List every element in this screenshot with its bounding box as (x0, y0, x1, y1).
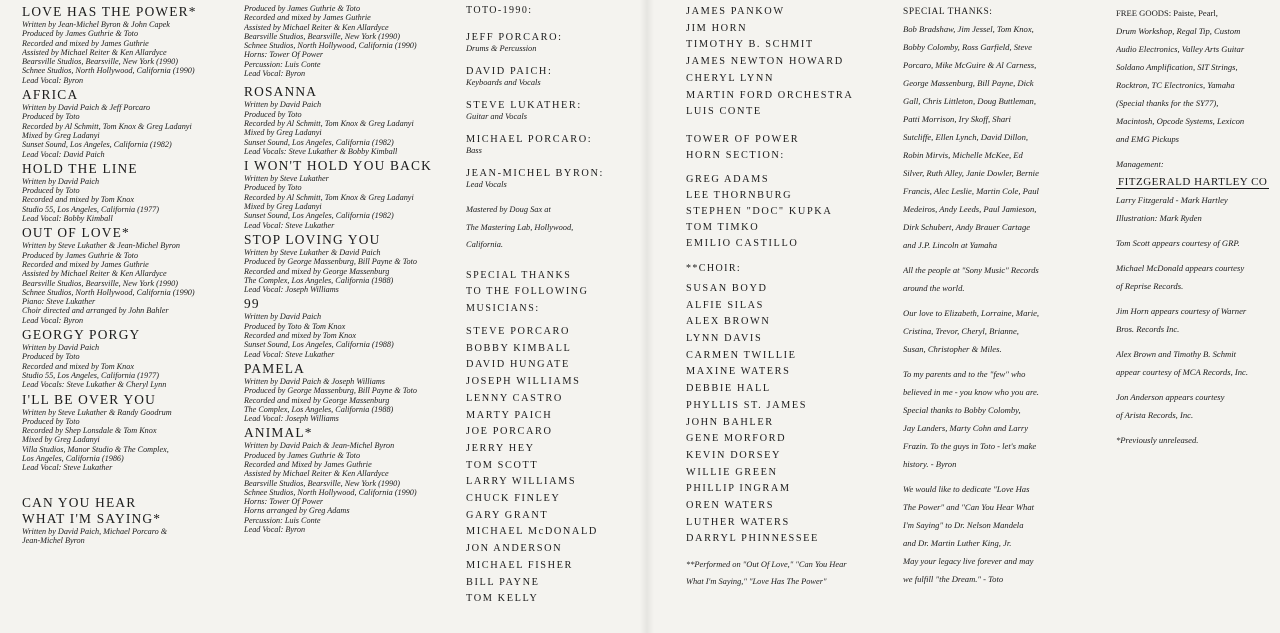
song-title: ROSANNA (244, 84, 318, 100)
song-entry (22, 161, 242, 223)
choir-member: PHILLIP INGRAM (686, 483, 791, 495)
paragraph-line: Our love to Elizabeth, Lorraine, Marie, (903, 308, 1040, 318)
credit-line: Produced by James Guthrie & Toto (22, 29, 139, 39)
song-title: GEORGY PORGY (22, 327, 141, 343)
sony-paragraph (903, 261, 1103, 297)
mastering-line: Mastered by Doug Sax at (466, 205, 551, 214)
dedicate-paragraph (903, 480, 1103, 588)
paragraph-line: Francis, Alec Leslie, Martin Cole, Paul (903, 186, 1039, 196)
musician-list (466, 324, 644, 608)
musician-name: TOM TIMKO (686, 221, 760, 233)
choir-member: KEVIN DORSEY (686, 449, 781, 461)
credit-line: Studio 55, Los Angeles, California (1977) (22, 370, 159, 380)
paragraph-line: and EMG Pickups (1116, 134, 1180, 144)
heading-line: MUSICIANS: (466, 302, 540, 314)
paragraph-line: Silver, Ruth Alley, Janie Dowler, Bernie (903, 168, 1039, 178)
credit-line: Assisted by Michael Reiter & Ken Allardyce (22, 269, 167, 279)
song-entry (22, 4, 242, 85)
credit-line: Written by Steve Lukather & Randy Goodrum (22, 407, 172, 417)
band-member (466, 65, 644, 88)
choir-list (686, 281, 891, 548)
member-name: JEFF PORCARO: (466, 32, 563, 43)
musician-list (686, 4, 891, 121)
song-title: I'LL BE OVER YOU (22, 391, 157, 407)
choir-member: ALFIE SILAS (686, 299, 764, 311)
courtesy-paragraph (1116, 234, 1276, 252)
section-heading: TOWER OF POWER (686, 133, 800, 145)
paragraph-line: May your legacy live forever and may (903, 556, 1034, 566)
special-thanks-column (903, 4, 1103, 595)
credit-line: Piano: Steve Lukather (22, 297, 96, 307)
credit-line: Lead Vocals: Steve Lukather & Bobby Kimball (244, 146, 398, 156)
paragraph-line: Patti Morrison, Iry Skoff, Shari (903, 114, 1011, 124)
credit-line: Produced by James Guthrie & Toto (22, 250, 139, 260)
credit-line: Horns arranged by Greg Adams (244, 506, 350, 516)
paragraph-line: around the world. (903, 283, 965, 293)
credit-line: Produced by James Guthrie & Toto (244, 450, 361, 460)
credit-line: Written by David Paich, Michael Porcaro & (22, 526, 168, 536)
special-thanks-heading: SPECIAL THANKS: (903, 7, 993, 17)
credit-line: Lead Vocal: Byron (244, 69, 306, 79)
credit-line: Produced by James Guthrie & Toto (244, 4, 361, 13)
paragraph-line: Medeiros, Andy Leeds, Paul Jamieson, (903, 204, 1037, 214)
credit-line: Bearsville Studios, Bearsville, New York (1990) (22, 278, 178, 288)
member-name: MICHAEL PORCARO: (466, 134, 593, 145)
musician-name: MARTIN FORD ORCHESTRA (686, 89, 854, 101)
paragraph-line: history. - Byron (903, 459, 957, 469)
band-member (466, 133, 644, 156)
footnote-line: What I'm Saying," "Love Has The Power" (686, 577, 827, 587)
song-entry (244, 232, 462, 294)
credit-line: The Complex, Los Angeles, California (1988) (244, 404, 394, 414)
song-entry (22, 225, 242, 325)
band-heading: TOTO-1990: (466, 5, 533, 16)
member-name: DAVID PAICH: (466, 66, 553, 77)
credit-line: Written by David Paich (244, 312, 322, 322)
credit-line: Recorded and mixed by James Guthrie (22, 259, 149, 269)
credit-line: Recorded and mixed by Tom Knox (22, 195, 134, 205)
credit-line: Studio 55, Los Angeles, California (1977) (22, 204, 159, 214)
credit-line: The Complex, Los Angeles, California (1988) (244, 275, 394, 285)
credit-line: Sunset Sound, Los Angeles, California (1982) (22, 140, 172, 150)
paragraph-line: Susan, Christopher & Miles. (903, 344, 1002, 354)
credit-line: Produced by Toto (22, 352, 80, 362)
credit-line: Horns: Tower Of Power (244, 50, 324, 60)
musician-name: MARTY PAICH (466, 409, 553, 421)
choir-member: PHYLLIS ST. JAMES (686, 399, 808, 411)
paragraph-line: FREE GOODS: Paiste, Pearl, (1116, 8, 1218, 18)
musician-name: BOBBY KIMBALL (466, 342, 572, 354)
band-member (466, 99, 644, 122)
choir-member: WILLIE GREEN (686, 466, 778, 478)
credit-line: Recorded and mixed by Tom Knox (22, 361, 134, 371)
paragraph-line: and Dr. Martin Luther King, Jr. (903, 538, 1012, 548)
courtesy-paragraph (1116, 302, 1276, 338)
free-goods-paragraph (1116, 4, 1276, 148)
song-entry (244, 425, 462, 534)
musician-name: TOM SCOTT (466, 459, 539, 471)
courtesy-paragraph (1116, 259, 1276, 295)
credit-line: Schnee Studios, North Hollywood, California (1990) (22, 287, 195, 297)
credit-line: Produced by Toto (22, 416, 80, 426)
credit-line: Recorded and mixed by George Massenburg (244, 266, 390, 276)
musician-name: JOE PORCARO (466, 426, 553, 438)
mastering-line: The Mastering Lab, Hollywood, (466, 222, 574, 232)
choir-heading: **CHOIR: (686, 262, 742, 274)
credit-line: Written by Steve Lukather (244, 174, 329, 184)
choir-member: DEBBIE HALL (686, 383, 771, 395)
paragraph-line: Audio Electronics, Valley Arts Guitar (1116, 44, 1245, 54)
choir-footnote (686, 556, 891, 590)
paragraph-line: Jay Landers, Marty Cohn and Larry (903, 423, 1029, 433)
credit-line: Recorded by Al Schmitt, Tom Knox & Greg Ladanyi (22, 121, 192, 131)
management-row (1116, 155, 1276, 191)
credit-line: Bearsville Studios, Bearsville, New York (1990) (22, 57, 178, 67)
credit-line: Assisted by Michael Reiter & Ken Allardyce (22, 47, 167, 57)
tower-of-power-section (686, 132, 891, 252)
credit-line: Mixed by Greg Ladanyi (244, 128, 322, 138)
musician-name: JON ANDERSON (466, 543, 563, 555)
musician-name: JOSEPH WILLIAMS (466, 376, 581, 388)
credit-line: Written by David Paich & Jean-Michel Byron (244, 441, 395, 451)
credit-line: Recorded by Shep Lonsdale & Tom Knox (22, 426, 157, 436)
musician-name: CHERYL LYNN (686, 72, 774, 84)
song-entry (244, 84, 462, 156)
song-entry (22, 327, 242, 389)
paragraph-line: Michael McDonald appears courtesy (1116, 263, 1245, 273)
management-logo: FITZGERALD HARTLEY CO (1118, 176, 1268, 188)
paragraph-line: of Arista Records, Inc. (1116, 410, 1194, 420)
credit-line: Written by David Paich & Joseph Williams (244, 376, 385, 386)
credit-line: Mixed by Greg Ladanyi (22, 435, 100, 445)
song-title: HOLD THE LINE (22, 160, 138, 176)
band-member (466, 167, 644, 190)
song-title: AFRICA (22, 87, 79, 103)
paragraph-line: Illustration: Mark Ryden (1116, 213, 1202, 223)
credit-line: Recorded and mixed by George Massenburg (244, 395, 390, 405)
credit-line: Recorded by Al Schmitt, Tom Knox & Greg Ladanyi (244, 118, 414, 128)
management-label: Management: (1116, 159, 1164, 169)
credit-line: Jean-Michel Byron (22, 535, 85, 545)
song-title: OUT OF LOVE* (22, 225, 130, 241)
unreleased-note: *Previously unreleased. (1116, 435, 1199, 445)
credit-line: Produced by Toto (22, 186, 80, 196)
musician-name: JAMES PANKOW (686, 6, 785, 17)
credit-line: Lead Vocal: Steve Lukather (244, 349, 335, 359)
paragraph-line: believed in me - you know who you are. (903, 387, 1039, 397)
credit-line: Mixed by Greg Ladanyi (244, 202, 322, 212)
love-paragraph (903, 304, 1103, 358)
credit-line: Recorded and mixed by James Guthrie (22, 38, 149, 48)
song-entry (244, 296, 462, 358)
member-name: STEVE LUKATHER: (466, 100, 582, 111)
credit-line: Recorded and mixed by Tom Knox (244, 331, 356, 341)
credit-line: Lead Vocal: Byron (22, 75, 84, 85)
credit-line: Written by Jean-Michel Byron & John Capek (22, 20, 170, 29)
musician-name: GREG ADAMS (686, 173, 770, 185)
choir-member: JOHN BAHLER (686, 416, 774, 428)
band-members-column (466, 4, 644, 608)
paragraph-line: Dirk Schubert, Andy Brauer Cartage (903, 222, 1031, 232)
credit-line: Schnee Studios, North Hollywood, California (1990) (22, 66, 195, 76)
song-entry (244, 158, 462, 230)
paragraph-line: Drum Workshop, Regal Tip, Custom (1116, 26, 1241, 36)
song-title: WHAT I'M SAYING* (22, 510, 162, 526)
credit-line: Lead Vocal: Byron (244, 525, 306, 535)
paragraph-line: Macintosh, Opcode Systems, Lexicon (1116, 116, 1245, 126)
credit-line: Produced by Toto (244, 109, 302, 119)
choir-member: ALEX BROWN (686, 316, 771, 328)
courtesy-paragraph (1116, 345, 1276, 381)
credit-line: Lead Vocal: David Paich (22, 149, 105, 159)
musician-name: LEE THORNBURG (686, 189, 793, 201)
paragraph-line: Porcaro, Mike McGuire & Al Carness, (903, 60, 1037, 70)
free-goods-column (1116, 4, 1276, 456)
mastering-line: California. (466, 240, 503, 249)
musician-name: BILL PAYNE (466, 576, 540, 588)
paragraph-line: We would like to dedicate "Love Has (903, 484, 1030, 494)
member-name: JEAN-MICHEL BYRON: (466, 168, 604, 179)
credit-line: Lead Vocal: Steve Lukather (22, 463, 113, 473)
credit-line: Mixed by Greg Ladanyi (22, 130, 100, 140)
credit-line: Written by Steve Lukather & David Paich (244, 247, 381, 257)
credit-line: Produced by Toto (244, 183, 302, 193)
musician-name: EMILIO CASTILLO (686, 237, 799, 249)
musician-name: LENNY CASTRO (466, 392, 563, 404)
choir-member: LYNN DAVIS (686, 333, 763, 345)
musician-name: STEVE PORCARO (466, 326, 571, 337)
section-heading: HORN SECTION: (686, 149, 785, 161)
musician-name: LARRY WILLIAMS (466, 476, 577, 488)
musician-name: DAVID HUNGATE (466, 359, 570, 371)
paragraph-line: Jon Anderson appears courtesy (1116, 392, 1225, 402)
musician-name: STEPHEN "DOC" KUPKA (686, 205, 833, 217)
credit-line: Choir directed and arranged by John Bahler (22, 306, 169, 316)
credit-line: Written by David Paich (22, 343, 100, 353)
credit-line: Recorded and Mixed by James Guthrie (244, 459, 372, 469)
paragraph-line: Bob Bradshaw, Jim Jessel, Tom Knox, (903, 24, 1034, 34)
credit-line: Written by David Paich (244, 100, 322, 110)
credit-line: Recorded by Al Schmitt, Tom Knox & Greg Ladanyi (244, 192, 414, 202)
courtesy-paragraph (1116, 388, 1276, 424)
credit-line: Recorded and mixed by James Guthrie (244, 13, 371, 23)
band-member (466, 31, 644, 54)
member-role: Lead Vocals (466, 180, 507, 189)
song-title: ANIMAL* (244, 425, 313, 441)
song-title: PAMELA (244, 360, 306, 376)
credit-line: Lead Vocal: Steve Lukather (244, 220, 335, 230)
credit-line: Assisted by Michael Reiter & Ken Allardyce (244, 22, 389, 32)
musician-name: MICHAEL McDONALD (466, 526, 598, 538)
guest-musicians-column (686, 4, 891, 590)
paragraph-line: of Reprise Records. (1116, 281, 1184, 291)
credit-line: Los Angeles, California (1986) (22, 453, 124, 463)
member-role: Drums & Percussion (466, 44, 537, 53)
paragraph-line: appear courtesy of MCA Records, Inc. (1116, 367, 1248, 377)
choir-member: SUSAN BOYD (686, 282, 768, 294)
footnote-line: **Performed on "Out Of Love," "Can You Hear (686, 560, 847, 570)
paragraph-line: Bros. Records Inc. (1116, 324, 1180, 334)
paragraph-line: George Massenburg, Bill Payne, Dick (903, 78, 1034, 88)
paragraph-line: and J.P. Lincoln at Yamaha (903, 240, 998, 250)
paragraph-line: Robin Mirvis, Michelle McKee, Ed (903, 150, 1023, 160)
paragraph-line: Rocktron, TC Electronics, Yamaha (1116, 80, 1235, 90)
paragraph-line: Cristina, Trevor, Cheryl, Brianne, (903, 326, 1019, 336)
song-title: LOVE HAS THE POWER* (22, 4, 197, 19)
paragraph-line: Alex Brown and Timothy B. Schmit (1116, 349, 1236, 359)
credit-line: Lead Vocal: Joseph Williams (244, 414, 339, 424)
choir-member: GENE MORFORD (686, 433, 787, 445)
credit-line: Written by David Paich & Jeff Porcaro (22, 103, 151, 113)
paragraph-line: Special thanks to Bobby Colomby, (903, 405, 1021, 415)
credit-line: Bearsville Studios, Bearsville, New York (1990) (244, 31, 400, 41)
song-entry (244, 361, 462, 423)
song-entry (22, 495, 242, 546)
credit-line: Percussion: Luis Conte (244, 515, 321, 525)
credit-line: Sunset Sound, Los Angeles, California (1988) (244, 340, 394, 350)
song-credits-column-2 (244, 4, 462, 536)
paragraph-line: Frazin. To the guys in Toto - let's make (903, 441, 1037, 451)
paragraph-line: The Power" and "Can You Hear What (903, 502, 1035, 512)
choir-member: LUTHER WATERS (686, 516, 790, 528)
paragraph-line: Larry Fitzgerald - Mark Hartley (1116, 195, 1228, 205)
member-role: Bass (466, 146, 482, 155)
credit-line: Written by David Paich (22, 176, 100, 186)
credit-line: Sunset Sound, Los Angeles, California (1982) (244, 137, 394, 147)
special-thanks-musicians-heading (466, 268, 644, 318)
song-title: CAN YOU HEAR (22, 494, 137, 510)
credit-line: Lead Vocal: Byron (22, 315, 84, 325)
paragraph-line: we fulfill "the Dream." - Toto (903, 574, 1004, 584)
song-title: I WON'T HOLD YOU BACK (244, 158, 433, 174)
credit-line: Villa Studios, Manor Studio & The Complex, (22, 444, 169, 454)
credit-line: Schnee Studios, North Hollywood, California (1990) (244, 487, 417, 497)
credit-line: Lead Vocals: Steve Lukather & Cheryl Lynn (22, 380, 167, 390)
paragraph-line: Gall, Chris Littleton, Doug Buttleman, (903, 96, 1036, 106)
song-credits-column-1 (22, 4, 242, 547)
song-entry (22, 87, 242, 159)
heading-line: SPECIAL THANKS (466, 269, 572, 281)
choir-member: DARRYL PHINNESSEE (686, 533, 819, 545)
thanks-paragraph (903, 20, 1103, 254)
paragraph-line: (Special thanks for the SY77), (1116, 98, 1219, 108)
paragraph-line: All the people at "Sony Music" Records (903, 265, 1039, 275)
member-role: Guitar and Vocals (466, 112, 527, 121)
paragraph-line: To my parents and to the "few" who (903, 369, 1026, 379)
paragraph-line: I'm Saying" to Dr. Nelson Mandela (903, 520, 1024, 530)
heading-line: TO THE FOLLOWING (466, 286, 589, 297)
song-entry (22, 392, 242, 473)
credit-line: Produced by George Massenburg, Bill Payne & Toto (244, 257, 417, 267)
credit-line: Sunset Sound, Los Angeles, California (1982) (244, 211, 394, 221)
song-title: 99 (244, 296, 260, 312)
choir-member: CARMEN TWILLIE (686, 349, 797, 361)
musician-name: JIM HORN (686, 22, 748, 34)
credit-line: Produced by Toto (22, 112, 80, 122)
paragraph-line: Jim Horn appears courtesy of Warner (1116, 306, 1247, 316)
credit-line: Assisted by Michael Reiter & Ken Allardyce (244, 469, 389, 479)
paragraph-line: Soldano Amplification, SIT Strings, (1116, 62, 1238, 72)
credit-line: Bearsville Studios, Bearsville, New York (1990) (244, 478, 400, 488)
musician-name: TIMOTHY B. SCHMIT (686, 39, 814, 51)
choir-member: MAXINE WATERS (686, 366, 791, 378)
management-paragraph (1116, 155, 1276, 227)
choir-member: OREN WATERS (686, 500, 775, 512)
paragraph-line: Sutcliffe, Ellen Lynch, David Dillon, (903, 132, 1029, 142)
credit-line: Written by Steve Lukather & Jean-Michel Byron (22, 241, 180, 251)
credit-line: Produced by Toto & Tom Knox (244, 321, 346, 331)
musician-name: JAMES NEWTON HOWARD (686, 56, 844, 68)
musician-name: MICHAEL FISHER (466, 559, 573, 571)
paragraph-line: Bobby Colomby, Ross Garfield, Steve (903, 42, 1032, 52)
credit-line: Produced by George Massenburg, Bill Payne & Toto (244, 386, 417, 396)
musician-name: LUIS CONTE (686, 106, 762, 118)
credit-line: Lead Vocal: Bobby Kimball (22, 214, 113, 224)
song-entry (244, 4, 462, 78)
member-role: Keyboards and Vocals (466, 78, 541, 87)
paragraph-line: Tom Scott appears courtesy of GRP. (1116, 238, 1240, 248)
musician-name: CHUCK FINLEY (466, 493, 561, 505)
credit-line: Horns: Tower Of Power (244, 497, 324, 507)
mastering-credit (466, 201, 644, 254)
musician-name: GARY GRANT (466, 509, 549, 521)
parents-paragraph (903, 365, 1103, 473)
credit-line: Lead Vocal: Joseph Williams (244, 285, 339, 295)
credit-line: Schnee Studios, North Hollywood, California (1990) (244, 41, 417, 51)
song-title: STOP LOVING YOU (244, 231, 381, 247)
musician-name: TOM KELLY (466, 593, 539, 605)
musician-name: JERRY HEY (466, 442, 535, 454)
horn-list (686, 172, 891, 252)
credit-line: Percussion: Luis Conte (244, 59, 321, 69)
